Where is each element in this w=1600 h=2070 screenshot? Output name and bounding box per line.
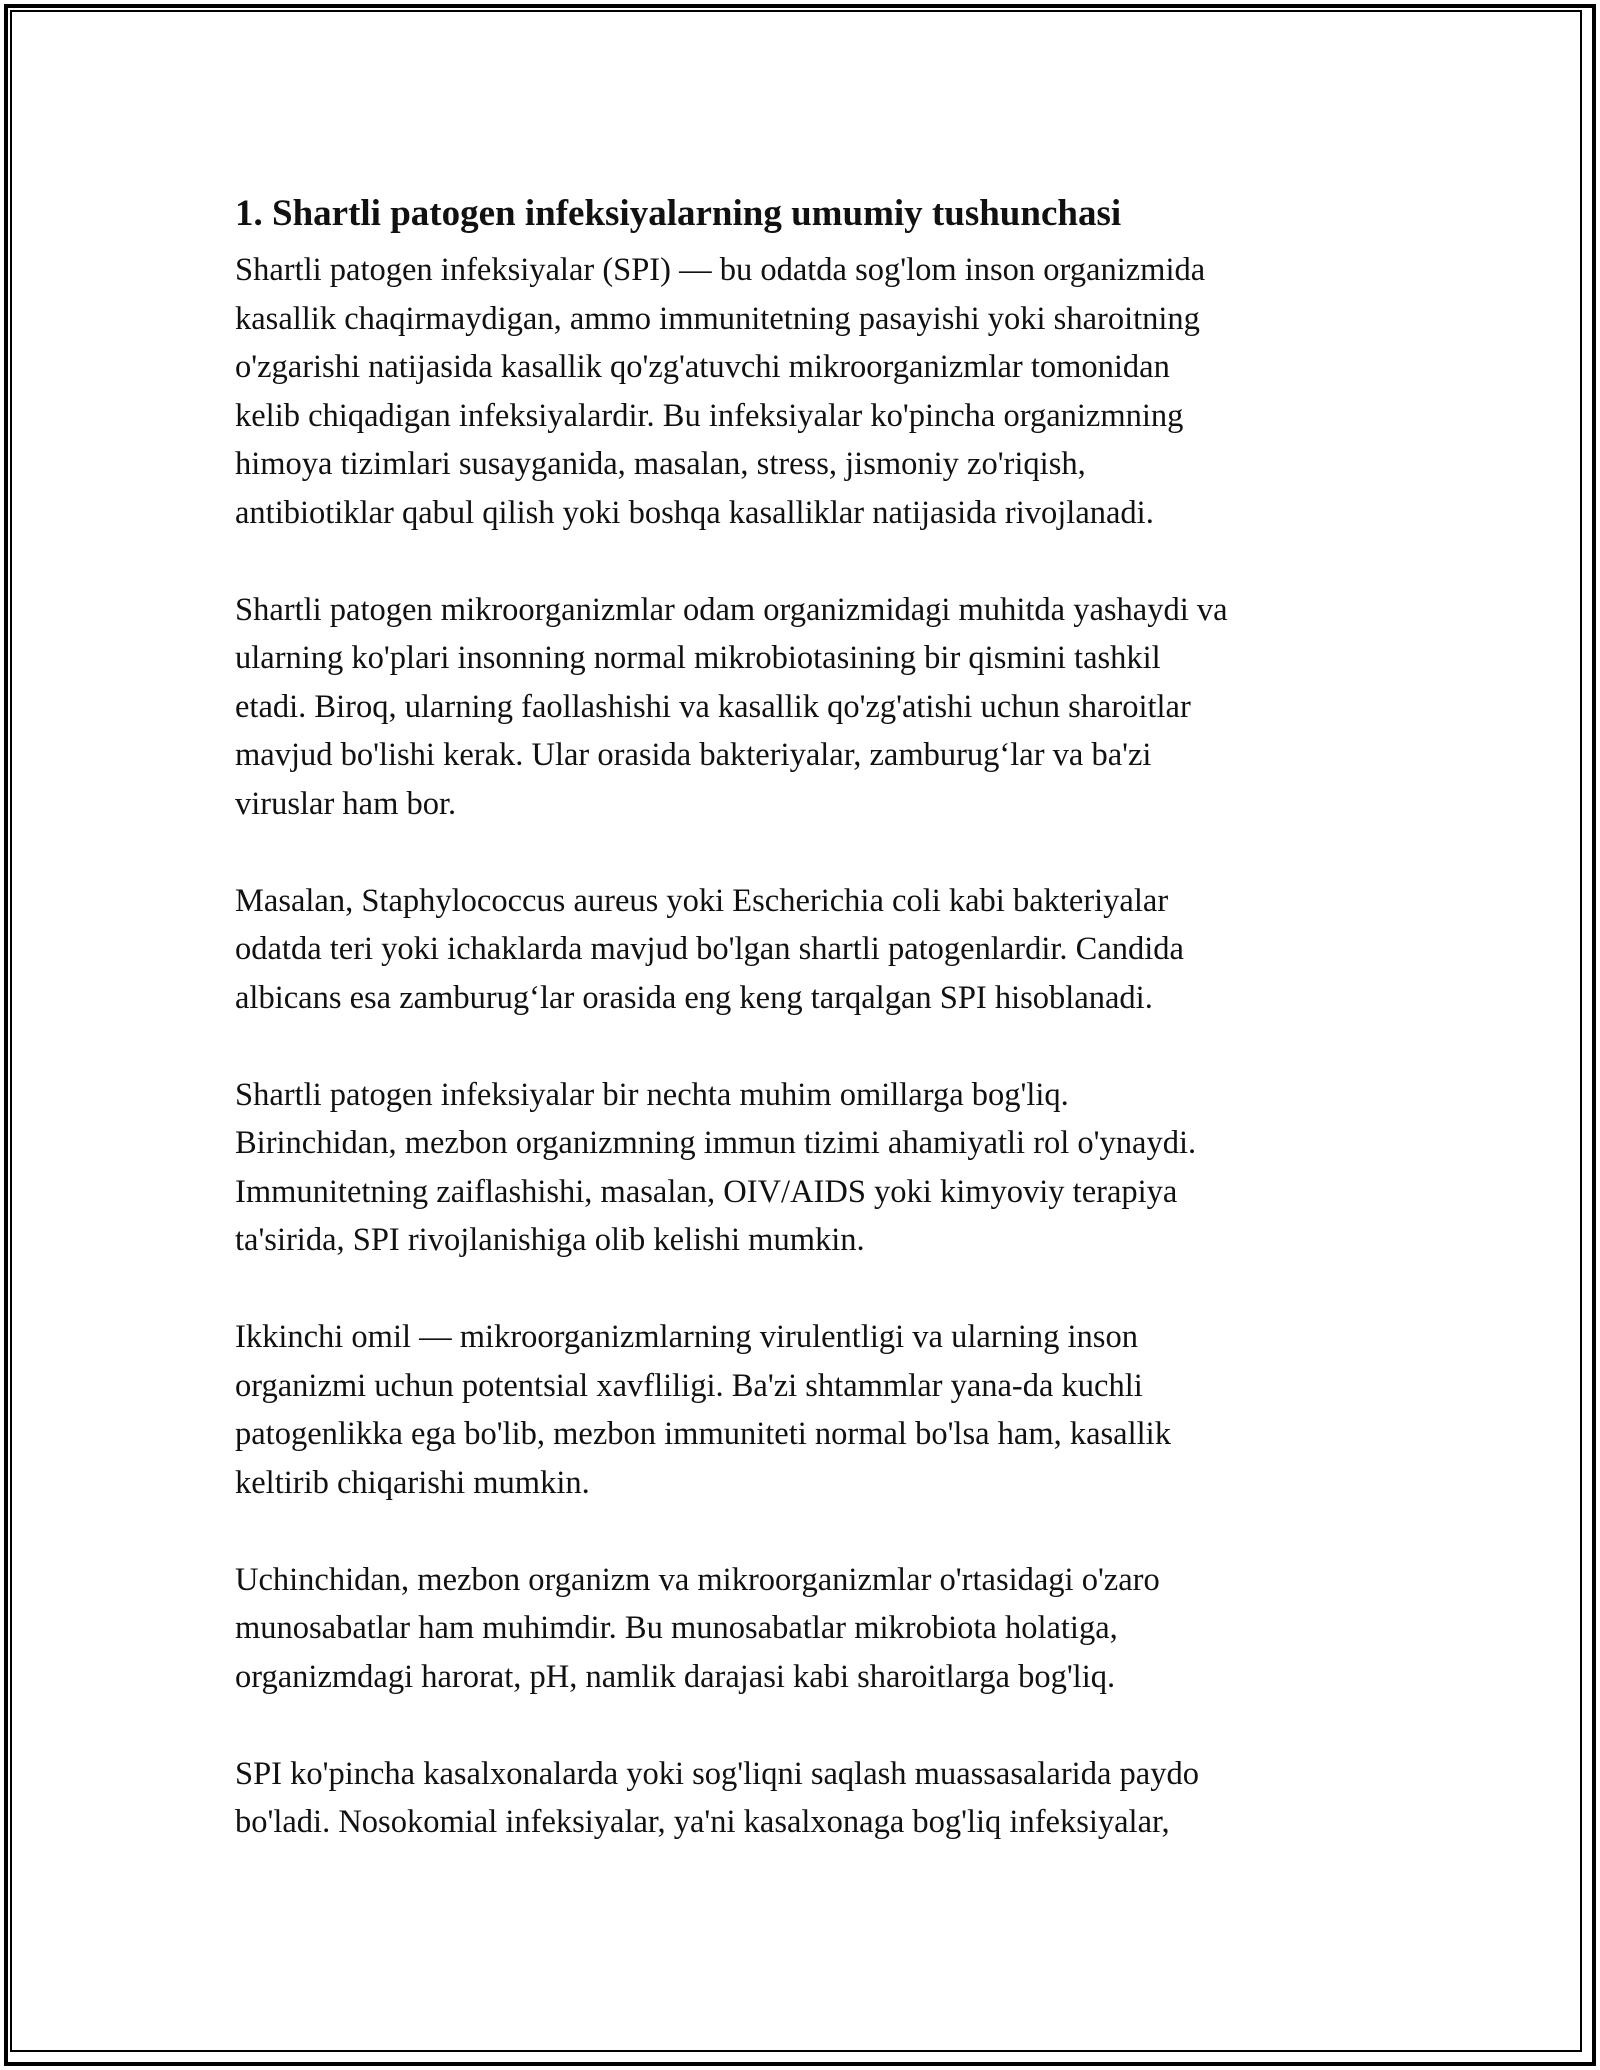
paragraph-line: Shartli patogen mikroorganizmlar odam organizmidagi muhitda yashaydi va xyxy=(235,591,1228,628)
paragraph-list xyxy=(235,246,1395,1847)
paragraph-line: viruslar ham bor. xyxy=(235,785,457,822)
paragraph-line: patogenlikka ega bo'lib, mezbon immuniteti normal bo'lsa ham, kasallik xyxy=(235,1416,1171,1452)
paragraph-line: bo'ladi. Nosokomial infeksiyalar, ya'ni kasalxonaga bog'liq infeksiyalar, xyxy=(235,1804,1170,1840)
paragraph-line: Uchinchidan, mezbon organizm va mikroorganizmlar o'rtasidagi o'zaro xyxy=(235,1561,1160,1598)
paragraph xyxy=(235,586,1395,829)
document-body xyxy=(235,186,1395,1895)
paragraph xyxy=(235,1071,1395,1265)
paragraph-line: etadi. Biroq, ularning faollashishi va kasallik qo'zg'atishi uchun sharoitlar xyxy=(235,688,1191,725)
paragraph-line: o'zgarishi natijasida kasallik qo'zg'atuvchi mikroorganizmlar tomonidan xyxy=(235,349,1170,385)
paragraph-line: organizmdagi harorat, pH, namlik darajasi kabi sharoitlarga bog'liq. xyxy=(235,1658,1116,1695)
paragraph-line: Immunitetning zaiflashishi, masalan, OIV/AIDS yoki kimyoviy terapiya xyxy=(235,1173,1178,1210)
paragraph-line: Birinchidan, mezbon organizmning immun tizimi ahamiyatli rol o'ynaydi. xyxy=(235,1125,1197,1161)
paragraph xyxy=(235,1556,1395,1702)
paragraph-line: Shartli patogen infeksiyalar (SPI) — bu odatda sog'lom inson organizmida xyxy=(235,252,1206,288)
paragraph-line: munosabatlar ham muhimdir. Bu munosabatlar mikrobiota holatiga, xyxy=(235,1610,1118,1646)
paragraph-line: kasallik chaqirmaydigan, ammo immunitetning pasayishi yoki sharoitning xyxy=(235,300,1200,337)
paragraph xyxy=(235,246,1395,537)
paragraph-line: kelib chiqadigan infeksiyalardir. Bu infeksiyalar ko'pincha organizmning xyxy=(235,397,1184,434)
paragraph-line: himoya tizimlari susayganida, masalan, stress, jismoniy zo'riqish, xyxy=(235,446,1086,482)
paragraph-line: antibiotiklar qabul qilish yoki boshqa kasalliklar natijasida rivojlanadi. xyxy=(235,494,1154,531)
paragraph-line: mavjud bo'lishi kerak. Ular orasida bakteriyalar, zamburug‘lar va ba'zi xyxy=(235,737,1152,773)
paragraph-line: odatda teri yoki ichaklarda mavjud bo'lgan shartli patogenlardir. Candida xyxy=(235,931,1184,967)
paragraph-line: ta'sirida, SPI rivojlanishiga olib kelishi mumkin. xyxy=(235,1222,865,1258)
paragraph-line: organizmi uchun potentsial xavfliligi. Ba'zi shtammlar yana-da kuchli xyxy=(235,1367,1143,1404)
paragraph-line: Shartli patogen infeksiyalar bir nechta muhim omillarga bog'liq. xyxy=(235,1076,1069,1113)
paragraph-line: keltirib chiqarishi mumkin. xyxy=(235,1464,590,1501)
paragraph-line: Masalan, Staphylococcus aureus yoki Escherichia coli kabi bakteriyalar xyxy=(235,882,1169,919)
paragraph-line: albicans esa zamburug‘lar orasida eng keng tarqalgan SPI hisoblanadi. xyxy=(235,979,1153,1016)
paragraph-line: Ikkinchi omil — mikroorganizmlarning virulentligi va ularning inson xyxy=(235,1319,1138,1355)
paragraph xyxy=(235,1313,1395,1507)
paragraph xyxy=(235,877,1395,1023)
paragraph xyxy=(235,1750,1395,1847)
paragraph-line: ularning ko'plari insonning normal mikrobiotasining bir qismini tashkil xyxy=(235,640,1161,676)
paragraph-line: SPI ko'pincha kasalxonalarda yoki sog'liqni saqlash muassasalarida paydo xyxy=(235,1755,1199,1792)
section-heading: 1. Shartli patogen infeksiyalarning umumiy tushunchasi xyxy=(235,193,1122,234)
